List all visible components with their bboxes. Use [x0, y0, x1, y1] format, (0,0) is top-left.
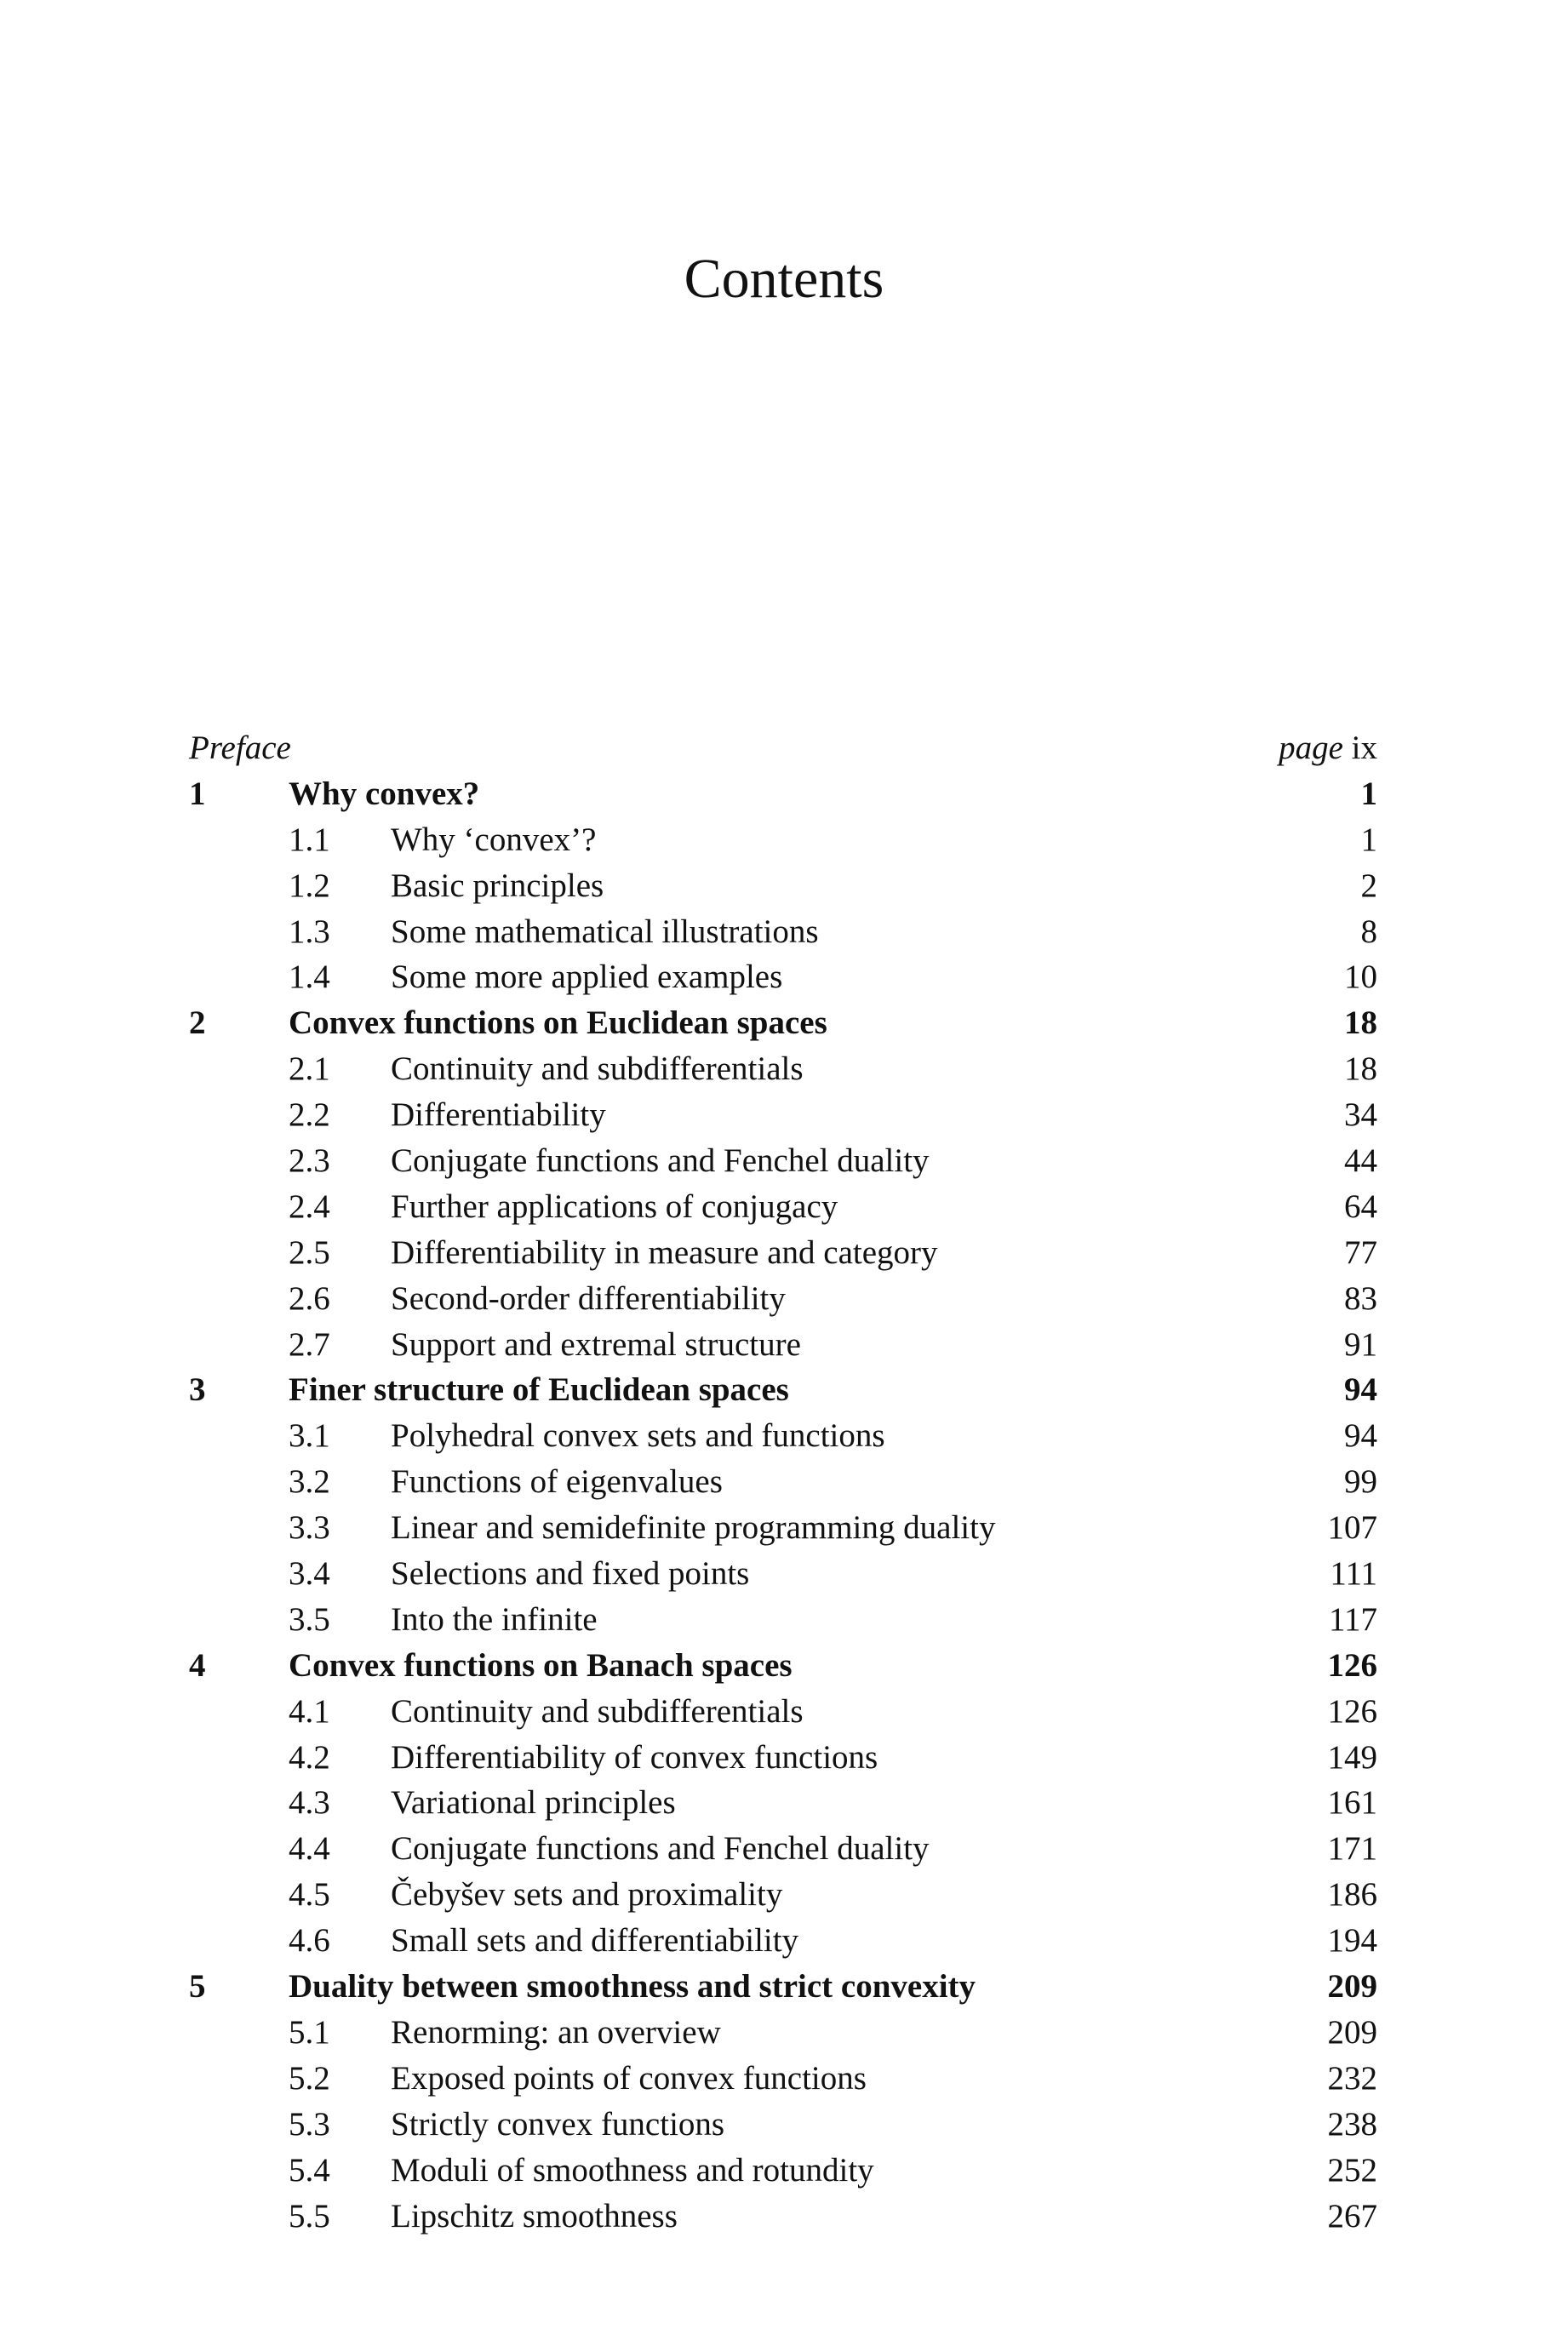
- section-number: 4.4: [289, 1830, 330, 1868]
- toc-section-2-6[interactable]: [189, 1276, 1377, 1322]
- preface-page: [1279, 725, 1377, 771]
- section-title: Strictly convex functions: [391, 2105, 725, 2143]
- section-title: Small sets and differentiability: [391, 1922, 799, 1960]
- section-page: 99: [1344, 1463, 1377, 1501]
- section-title: Conjugate functions and Fenchel duality: [391, 1830, 930, 1868]
- section-number: 2.2: [289, 1096, 330, 1134]
- section-page: 117: [1328, 1600, 1377, 1638]
- section-page: 126: [1327, 1692, 1377, 1730]
- toc-section-2-3[interactable]: [189, 1138, 1377, 1184]
- section-title: Further applications of conjugacy: [391, 1187, 838, 1225]
- toc-section-4-5[interactable]: [189, 1872, 1377, 1918]
- section-number: 1.3: [289, 913, 330, 950]
- chapter-number: 3: [189, 1371, 206, 1409]
- section-page: 18: [1344, 1050, 1377, 1088]
- section-number: 5.1: [289, 2013, 330, 2051]
- toc-section-3-5[interactable]: [189, 1597, 1377, 1643]
- section-number: 1.2: [289, 867, 330, 904]
- section-title: Why ‘convex’?: [391, 821, 597, 858]
- toc-section-1-1[interactable]: [189, 817, 1377, 863]
- section-title: Some more applied examples: [391, 959, 783, 996]
- toc-section-2-5[interactable]: [189, 1230, 1377, 1276]
- section-page: 171: [1327, 1830, 1377, 1868]
- chapter-number: 2: [189, 1004, 206, 1042]
- toc-section-1-2[interactable]: [189, 863, 1377, 909]
- chapter-page: 1: [1360, 775, 1377, 812]
- section-page: 149: [1327, 1738, 1377, 1776]
- preface-label: Preface: [189, 730, 291, 766]
- section-number: 1.4: [289, 959, 330, 996]
- toc-section-3-2[interactable]: [189, 1459, 1377, 1505]
- section-title: Exposed points of convex functions: [391, 2059, 867, 2097]
- toc-section-3-4[interactable]: [189, 1551, 1377, 1597]
- section-page: 186: [1327, 1876, 1377, 1914]
- section-page: 77: [1344, 1233, 1377, 1271]
- section-page: 194: [1327, 1922, 1377, 1960]
- toc-body: [189, 771, 1377, 2240]
- section-page: 44: [1344, 1142, 1377, 1180]
- section-page: 64: [1344, 1187, 1377, 1225]
- section-number: 2.7: [289, 1325, 330, 1363]
- section-title: Čebyšev sets and proximality: [391, 1876, 783, 1914]
- chapter-title: Why convex?: [289, 775, 480, 812]
- toc-section-5-5[interactable]: [189, 2194, 1377, 2240]
- section-number: 2.5: [289, 1233, 330, 1271]
- chapter-page: 209: [1327, 1968, 1377, 2006]
- section-page: 267: [1327, 2197, 1377, 2235]
- section-page: 161: [1327, 1784, 1377, 1822]
- section-number: 3.2: [289, 1463, 330, 1501]
- section-title: Basic principles: [391, 867, 604, 904]
- toc-entry-preface[interactable]: [189, 725, 1377, 771]
- toc-chapter-3[interactable]: [189, 1367, 1377, 1413]
- section-number: 4.1: [289, 1692, 330, 1730]
- section-title: Variational principles: [391, 1784, 676, 1822]
- toc-section-5-1[interactable]: [189, 2010, 1377, 2056]
- section-title: Differentiability of convex functions: [391, 1738, 878, 1776]
- toc-chapter-2[interactable]: [189, 1000, 1377, 1046]
- section-page: 2: [1360, 867, 1377, 904]
- section-page: 34: [1344, 1096, 1377, 1134]
- toc-section-4-1[interactable]: [189, 1689, 1377, 1735]
- section-number: 5.5: [289, 2197, 330, 2235]
- page-prefix: page: [1279, 730, 1343, 766]
- section-number: 3.4: [289, 1555, 330, 1593]
- section-number: 3.5: [289, 1600, 330, 1638]
- toc-section-5-3[interactable]: [189, 2102, 1377, 2148]
- section-title: Some mathematical illustrations: [391, 913, 819, 950]
- section-title: Moduli of smoothness and rotundity: [391, 2151, 874, 2189]
- chapter-page: 126: [1327, 1646, 1377, 1684]
- section-page: 8: [1360, 913, 1377, 950]
- section-title: Second-order differentiability: [391, 1279, 786, 1317]
- section-number: 2.4: [289, 1187, 330, 1225]
- section-page: 83: [1344, 1279, 1377, 1317]
- chapter-title: Duality between smoothness and strict convexity: [289, 1968, 976, 2006]
- section-title: Conjugate functions and Fenchel duality: [391, 1142, 930, 1180]
- section-title: Continuity and subdifferentials: [391, 1692, 804, 1730]
- section-title: Polyhedral convex sets and functions: [391, 1417, 885, 1455]
- section-number: 2.3: [289, 1142, 330, 1180]
- toc-section-2-4[interactable]: [189, 1184, 1377, 1230]
- section-number: 4.3: [289, 1784, 330, 1822]
- toc-section-3-3[interactable]: [189, 1505, 1377, 1551]
- toc-chapter-5[interactable]: [189, 1964, 1377, 2010]
- section-page: 252: [1327, 2151, 1377, 2189]
- toc-section-2-7[interactable]: [189, 1322, 1377, 1368]
- section-page: 94: [1344, 1417, 1377, 1455]
- section-number: 4.6: [289, 1922, 330, 1960]
- section-number: 1.1: [289, 821, 330, 858]
- section-number: 4.2: [289, 1738, 330, 1776]
- section-title: Lipschitz smoothness: [391, 2197, 678, 2235]
- chapter-number: 1: [189, 775, 206, 812]
- section-page: 111: [1330, 1555, 1377, 1593]
- table-of-contents: [189, 725, 1377, 2239]
- section-number: 2.6: [289, 1279, 330, 1317]
- section-title: Differentiability in measure and category: [391, 1233, 938, 1271]
- section-title: Functions of eigenvalues: [391, 1463, 723, 1501]
- toc-section-4-6[interactable]: [189, 1918, 1377, 1964]
- toc-section-1-4[interactable]: [189, 954, 1377, 1000]
- section-page: 1: [1360, 821, 1377, 858]
- toc-section-3-1[interactable]: [189, 1413, 1377, 1459]
- preface-page-number: ix: [1351, 730, 1377, 766]
- section-number: 5.3: [289, 2105, 330, 2143]
- section-page: 238: [1327, 2105, 1377, 2143]
- chapter-page: 94: [1344, 1371, 1377, 1409]
- section-page: 10: [1344, 959, 1377, 996]
- toc-chapter-1[interactable]: [189, 771, 1377, 817]
- chapter-page: 18: [1344, 1004, 1377, 1042]
- section-title: Linear and semidefinite programming duality: [391, 1509, 996, 1547]
- toc-section-2-2[interactable]: [189, 1092, 1377, 1138]
- section-title: Support and extremal structure: [391, 1325, 801, 1363]
- page-title: Contents: [684, 248, 884, 310]
- toc-section-4-2[interactable]: [189, 1735, 1377, 1781]
- chapter-title: Finer structure of Euclidean spaces: [289, 1371, 789, 1409]
- section-number: 2.1: [289, 1050, 330, 1088]
- toc-section-4-3[interactable]: [189, 1780, 1377, 1826]
- section-title: Selections and fixed points: [391, 1555, 750, 1593]
- chapter-title: Convex functions on Euclidean spaces: [289, 1004, 827, 1042]
- chapter-title: Convex functions on Banach spaces: [289, 1646, 793, 1684]
- section-number: 5.2: [289, 2059, 330, 2097]
- section-number: 3.1: [289, 1417, 330, 1455]
- section-page: 107: [1327, 1509, 1377, 1547]
- toc-section-5-2[interactable]: [189, 2056, 1377, 2102]
- toc-chapter-4[interactable]: [189, 1643, 1377, 1689]
- section-page: 209: [1327, 2013, 1377, 2051]
- section-title: Differentiability: [391, 1096, 606, 1134]
- section-number: 4.5: [289, 1876, 330, 1914]
- section-page: 91: [1344, 1325, 1377, 1363]
- section-title: Continuity and subdifferentials: [391, 1050, 804, 1088]
- chapter-number: 5: [189, 1968, 206, 2006]
- section-title: Renorming: an overview: [391, 2013, 721, 2051]
- toc-section-4-4[interactable]: [189, 1826, 1377, 1872]
- toc-section-5-4[interactable]: [189, 2148, 1377, 2194]
- section-page: 232: [1327, 2059, 1377, 2097]
- chapter-number: 4: [189, 1646, 206, 1684]
- section-title: Into the infinite: [391, 1600, 598, 1638]
- toc-section-1-3[interactable]: [189, 909, 1377, 955]
- toc-section-2-1[interactable]: [189, 1046, 1377, 1092]
- section-number: 3.3: [289, 1509, 330, 1547]
- section-number: 5.4: [289, 2151, 330, 2189]
